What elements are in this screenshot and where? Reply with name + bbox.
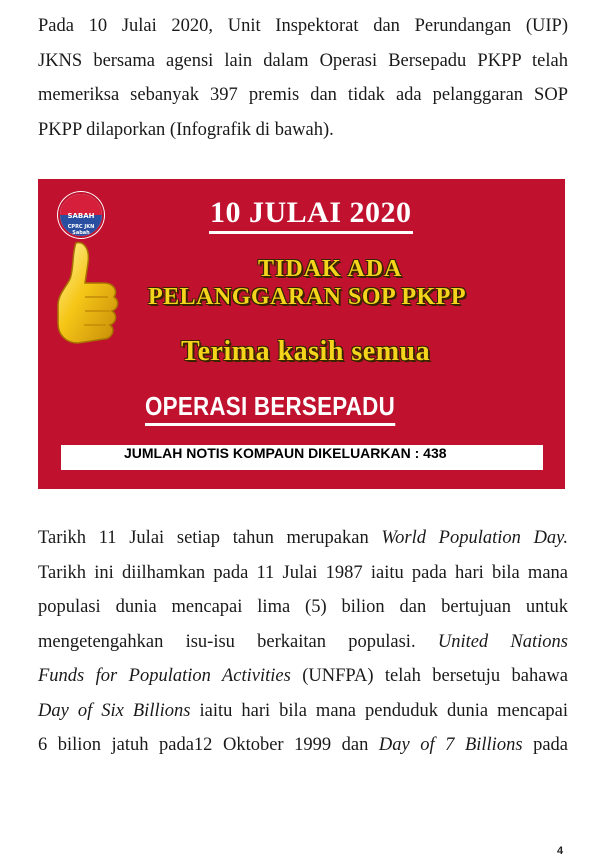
infographic-banner — [38, 179, 565, 489]
italic-term: Day of Six Billions — [38, 700, 191, 721]
text-line: PKPP dilaporkan (Infografik di bawah). — [38, 119, 334, 140]
text-line: Tarikh ini diilhamkan pada 11 Julai 1987 iaitu pada hari bila mana — [38, 562, 568, 583]
logo-subtext: CPRC JKN Sabah — [67, 224, 95, 236]
italic-term: World Population Day. — [381, 528, 568, 548]
compound-notice-label: JUMLAH NOTIS KOMPAUN DIKELUARKAN : 438 — [124, 445, 447, 461]
italic-term: Funds for Population Activities — [38, 666, 291, 686]
text-line: Tarikh 11 Julai setiap tahun merupakan World Population Day. — [38, 528, 568, 548]
compound-notice-box — [61, 445, 543, 470]
banner-headline-1: TIDAK ADA — [258, 256, 403, 282]
intro-paragraph — [38, 9, 568, 147]
page-number: 4 — [557, 845, 564, 857]
text-line: Pada 10 Julai 2020, Unit Inspektorat dan Perundangan (UIP) — [38, 16, 568, 36]
text-line: memeriksa sebanyak 397 premis dan tidak ada pelanggaran SOP — [38, 85, 568, 105]
population-day-paragraph — [38, 521, 568, 763]
banner-headline-2: PELANGGARAN SOP PKPP — [148, 284, 467, 310]
cprc-logo — [58, 192, 104, 238]
thumbs-up-icon — [54, 239, 122, 359]
text-line: JKNS bersama agensi lain dalam Operasi Bersepadu PKPP telah — [38, 50, 568, 71]
banner-date: 10 JULAI 2020 — [209, 196, 413, 234]
italic-term: United Nations — [437, 631, 568, 652]
text-line: populasi dunia mencapai lima (5) bilion dan bertujuan untuk — [38, 597, 568, 617]
text-line: mengetengahkan isu-isu berkaitan populasi. United Nations — [38, 631, 568, 652]
text-line: 6 bilion jatuh pada12 Oktober 1999 dan Day of 7 Billions pada — [38, 735, 568, 755]
banner-thanks: Terima kasih semua — [181, 336, 431, 367]
logo-text: SABAH — [67, 212, 95, 220]
text-line: Funds for Population Activities (UNFPA) telah bersetuju bahawa — [38, 666, 569, 686]
banner-operation-title: OPERASI BERSEPADU — [145, 390, 395, 426]
italic-term: Day of 7 Billions — [378, 735, 523, 755]
text-line: Day of Six Billions iaitu hari bila mana penduduk dunia mencapai — [38, 700, 568, 721]
